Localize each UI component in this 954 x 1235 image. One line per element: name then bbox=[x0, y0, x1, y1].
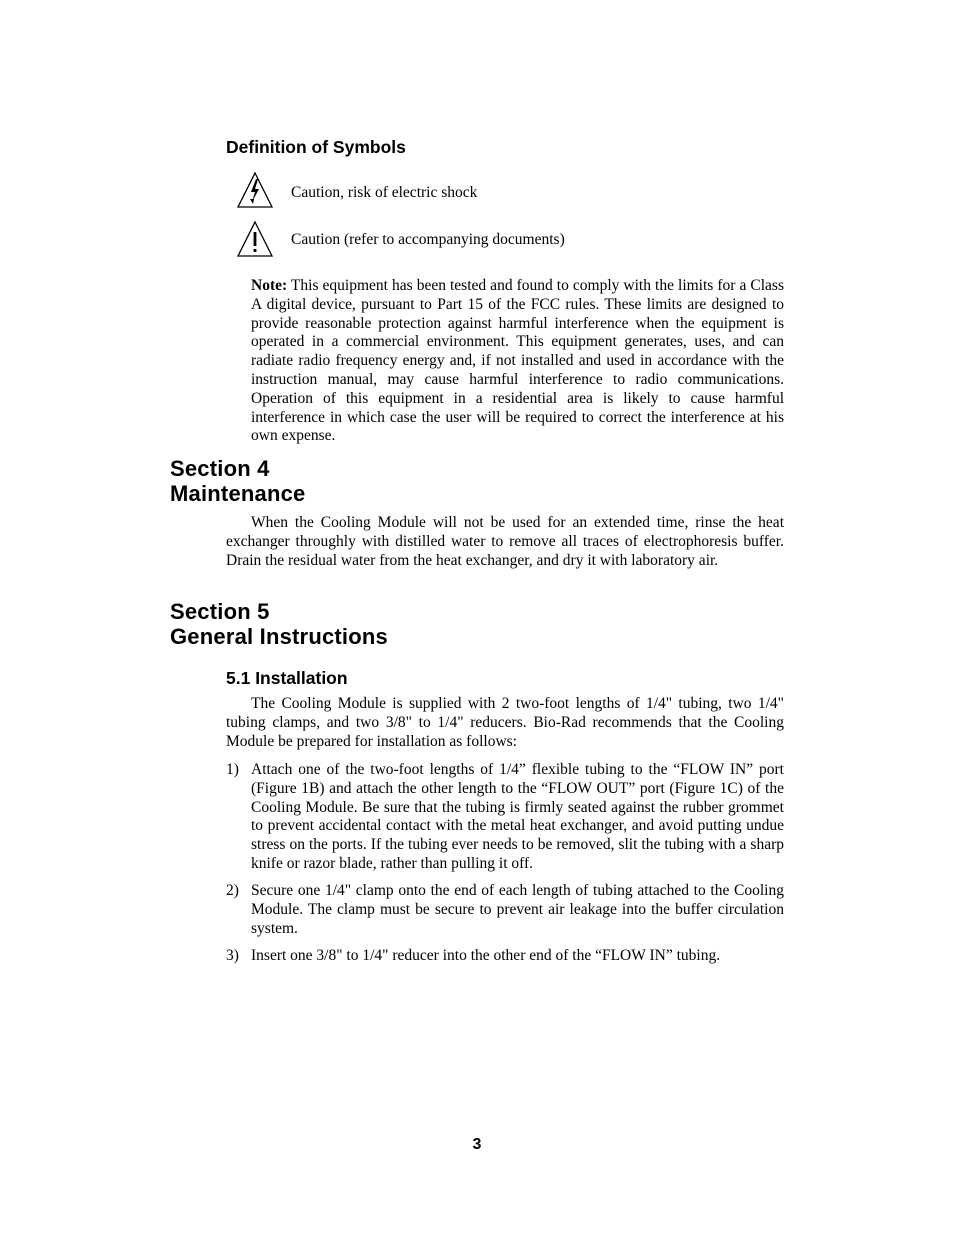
note-label: Note: bbox=[251, 277, 288, 294]
page-number: 3 bbox=[472, 1136, 482, 1153]
symbol-row-electric-shock bbox=[236, 171, 796, 213]
symbol-row-caution bbox=[236, 220, 796, 262]
electric-shock-warning-icon bbox=[236, 171, 274, 209]
list-item bbox=[226, 882, 784, 938]
list-item bbox=[226, 761, 784, 874]
section-4-number: Section 4 bbox=[170, 456, 270, 481]
step-number: 1) bbox=[226, 761, 239, 778]
installation-intro-paragraph: The Cooling Module is supplied with 2 two-foot lengths of 1/4" tubing, two 1/4" tubing clamps, and two 3/8" to 1/4" reducers. Bio-Rad recommends that the Cooling Module be prepared for installation as follows: bbox=[226, 695, 784, 750]
section-4-heading bbox=[170, 456, 305, 506]
symbols-heading: Definition of Symbols bbox=[226, 137, 406, 157]
fcc-compliance-note bbox=[251, 277, 784, 446]
maintenance-paragraph: When the Cooling Module will not be used for an extended time, rinse the heat exchanger throughly with distilled water to remove all traces of electrophoresis buffer. Drain the residual water from the heat exchanger, and dry it with laboratory air. bbox=[226, 514, 784, 569]
section-5-heading bbox=[170, 599, 388, 649]
symbol-label-electric-shock: Caution, risk of electric shock bbox=[291, 184, 478, 201]
note-text: This equipment has been tested and found to comply with the limits for a Class A digital device, pursuant to Part 15 of the FCC rules. These limits are designed to provide reasonable protection against harmful interference when the equipment is operated in a commercial environment. This equipment generates, uses, and can radiate radio frequency energy and, if not installed and used in accordance with the instruction manual, may cause harmful interference to radio communications. Operation of this equipment in a residential area is likely to cause harmful interference in which case the user will be required to correct the interference at his own expense. bbox=[251, 277, 784, 445]
step-number: 2) bbox=[226, 882, 239, 899]
step-text: Insert one 3/8" to 1/4" reducer into the other end of the “FLOW IN” tubing. bbox=[251, 947, 721, 964]
section-5-number: Section 5 bbox=[170, 599, 270, 624]
installation-subheading: 5.1 Installation bbox=[226, 668, 348, 688]
caution-exclamation-icon bbox=[236, 220, 274, 258]
section-5-title: General Instructions bbox=[170, 624, 388, 649]
step-text: Attach one of the two-foot lengths of 1/4” flexible tubing to the “FLOW IN” port (Figure 1B) and attach the other length to the “FLOW OUT” port (Figure 1C) of the Cooling Module. Be sure that the tubing is firmly seated against the rubber grommet to prevent accidental contact with the metal heat exchanger, and avoid putting undue stress on the ports. If the tubing ever needs to be removed, slit the tubing with a sharp knife or razor blade, rather than pulling it off. bbox=[251, 761, 784, 872]
step-text: Secure one 1/4" clamp onto the end of each length of tubing attached to the Cooling Module. The clamp must be secure to prevent air leakage into the buffer circulation system. bbox=[251, 882, 784, 937]
list-item bbox=[226, 947, 784, 966]
section-4-title: Maintenance bbox=[170, 481, 306, 506]
symbol-label-caution: Caution (refer to accompanying documents) bbox=[291, 231, 565, 248]
step-number: 3) bbox=[226, 947, 239, 964]
